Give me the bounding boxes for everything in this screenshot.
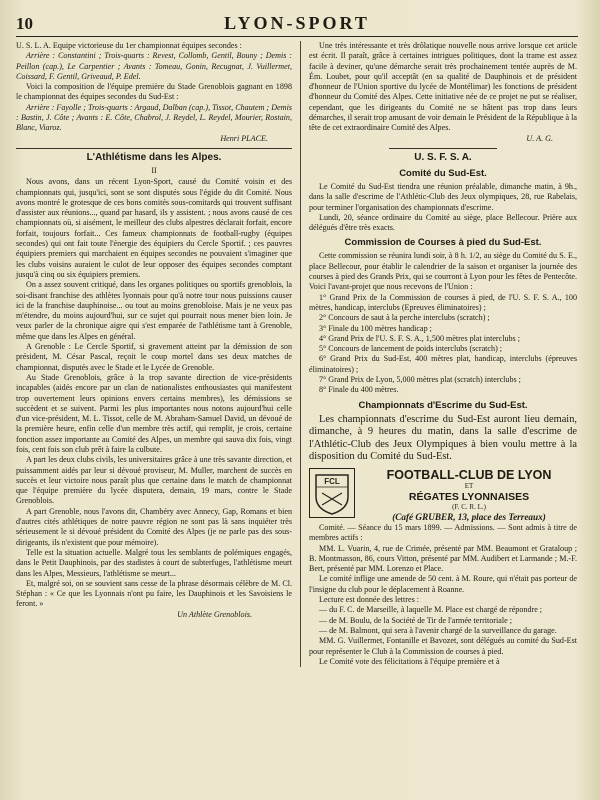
courses-item: 7° Grand Prix de Lyon, 5,000 mètres plat (scratch) interclubs ;	[319, 375, 521, 385]
courses-item: 2° Concours de saut à la perche interclubs (scratch) ;	[319, 313, 490, 323]
alps-paragraph: A Grenoble : Le Cercle Sportif, si gravement atteint par la démission de son président, M. César Pascal, reçoit le coup mortel dans ses deux matches de championnat, disputés avec le Stade et le Lycée de Grenoble.	[16, 342, 292, 372]
signature-uag: U. A. G.	[526, 133, 553, 143]
stade-team: Arrière : Fayolle ; Trois-quarts : Argaud, Dalban (cap.), Tissot, Chautem ; Demis : Bastin, J. Côte ; Avants : E. Côte, Chabrol, J. Reydel, L. Reydel, Mourier, Rostain, Blanc, Viaroz.	[16, 102, 292, 133]
fcl-paragraph: MM. L. Vuarin, 4, rue de Crimée, présenté par MM. Beaumont et Grataloup ; B. Montmasson, 86, cours Vitton, présenté par MM. Audibert et Larmande ; M.-F. Bert, présenté par MM. Lorenzo et Place.	[309, 543, 577, 574]
fcl-subtitle: RÉGATES LYONNAISES	[408, 490, 530, 503]
divider	[16, 148, 292, 149]
divider	[389, 148, 497, 149]
section-title-courses-a-pied: Commission de Courses à pied du Sud-Est.	[344, 237, 542, 249]
fcl-block	[309, 468, 577, 523]
fcl-paragraph: Le Comité vote des félicitations à l'équipe première et à	[319, 656, 500, 666]
cse-paragraph: Le Comité du Sud-Est tiendra une réunion préalable, dimanche matin, à 9h., dans la salle d'escrime de l'Athlétic-Club des Jeux olympiques, 28, rue Rabelais, pour terminer l'organisation des championnats d'escrime.	[309, 181, 577, 212]
fcl-paragraph: Le comité inflige une amende de 50 cent. à M. Roure, qui n'était pas porteur de l'insigne du club pour le déplacement à Roanne.	[309, 574, 577, 594]
fcl-paragraph: — du F. C. de Marseille, à laquelle M. Place est chargé de répondre ;	[319, 605, 543, 615]
intro-paragraph: Une très intéressante et très drôlatique nouvelle nous arrive lorsque cet article est écrit. Il paraît, grâce à certaines intrigues politiques, dont la trame est assez facile à deviner, qu'une démarche serait très prochainement tentée auprès de M. Ém. Loubet, pour qu'il acceptât (en sa qualité de Dauphinois et de président d'honneur de l'Union sportive du lycée de Montélimar) les fonctions de président d'honneur du Comité des Alpes. Cette initiative née de ce projet ne put se réaliser, cependant, que les dirigeants du Comité ne se hâtent pas trop dans leurs démarches, il serait trop amusant de voir demain le Président de la République à la tête de cet extraordinaire Comité des Alpes.	[309, 41, 577, 133]
right-column	[300, 41, 577, 667]
usla-team: Arrière : Constantini ; Trois-quarts : Revest, Collomb, Gentil, Bouny ; Demis : Peillon (cap.), Le Carpentier ; Avants : Tomeau, Gonin, Recugnat, J. Vuillermet, Coissard, F. Gentil, Griveaud, P. Edel.	[16, 51, 292, 81]
fcl-masthead	[361, 468, 577, 523]
alps-paragraph: Nous avons, dans un récent Lyon-Sport, causé du Comité voisin et des championnats qui, jusqu'ici, sont se sont disputés sous l'égide du dit Comité. Nous avons montré le grotesque de ces bons comités sous-comitards qui trouvent suffisant d'assister aux réunions..., quand par hasard, ils y assistent. ; nous avons causé de ces championnats où, si aisément, le meilleur des clubs alpestres déclarait forfait, encore forfait, toujours forfait... Ces fameux championnats de football-rugby (équipes secondes) qui ont fait toute l'énergie des équipiers du Cercle Sportif. ; ces pauvres équipiers premiers qui marchaient en équipes secondes ne pouvaient s'imaginer que les clubs voisins auraient le culot de leur opposer des équipes secondes comptant jusqu'à cinq ou six équipiers premiers.	[16, 177, 292, 279]
usla-heading-paragraph: U. S. L. A. Equipe victorieuse du 1er championnat équipes secondes :	[16, 41, 242, 50]
alps-paragraph: A part Grenoble, nous l'avons dit, Chambéry avec Annecy, Gap, Romans et bien d'autres cités athlétiques de notre pauvre région ne sont pas là sans inquiéter très sérieusement le si dévoué président du Comité des Alpes (je ne parle pas des sous-dirigeants, ils n'existent que pour mémoire).	[16, 506, 292, 547]
alps-paragraph: On a assez souvent critiqué, dans les organes politiques ou sportifs grenoblois, la soi-disant franchise des athlètes lyonnais pour qu'à notre tour nous puissions causer ici de la franchise dauphinoise... ou tout au moins grenobloise. Mais je ne veux pas m'étendre, du moins aujourd'hui, sur ce sujet qui pourrait nous mener bien loin. Je veux parler de la chronique aigre qui s'est emparée de l'athlétisme tant à Grenoble, même que dans les Alpes en général.	[16, 280, 292, 341]
article-title-athletisme-alpes: L'Athlétisme dans les Alpes.	[86, 151, 222, 163]
alps-paragraph: Et, malgré soi, on se souvient sans cesse de la phrase désormais célèbre de M. Cl. Stéphan : « Ce que les Lyonnais n'ont pu faire, les Dauphinois et les Savoisiens le feront. »	[16, 578, 292, 609]
section-title-comite-sud-est: Comité du Sud-Est.	[399, 167, 487, 179]
fcl-paragraph: — de M. Boulu, de la Société de Tir de l'armée territoriale ;	[319, 615, 512, 625]
cse-paragraph: Lundi, 20, séance ordinaire du Comité au siège, place Bellecour. Prière aux délégués d'être très exacts.	[309, 212, 577, 233]
courses-item: 8° Finale du 400 mètres.	[319, 385, 399, 395]
signature-athlete-grenoblois: Un Athlète Grenoblois.	[177, 609, 252, 619]
signature-henri-place: Henri PLACE.	[220, 133, 268, 143]
fcl-paragraph: — de M. Balmont, qui sera à l'avenir chargé de la surveillance du garage.	[319, 625, 557, 635]
left-column	[16, 41, 300, 667]
courses-item: 1° Grand Prix de la Commission de courses à pied, de l'U. S. F. S. A., 100 mètres, handicap, interclubs (Epreuves éliminatoires) ;	[309, 292, 577, 312]
fcl-abbreviation: (F. C. R. L.)	[452, 502, 486, 511]
fcl-paragraph: MM. G. Vuillermet, Fontanille et Bavozet, sont délégués au comité du Sud-Est pour représenter le Club à la Commission de courses à pied.	[309, 636, 577, 656]
page-number: 10	[16, 14, 33, 33]
stade-intro: Voici la composition de l'équipe première du Stade Grenoblois gagnant en 1898 le championnat des équipes secondes du Sud-Est :	[16, 82, 292, 102]
article-part-number: II	[151, 165, 157, 175]
fcl-logo-icon	[309, 468, 355, 518]
courses-paragraph: Cette commission se réunira lundi soir, à 8 h. 1/2, au siège du Comité du S. E., place Bellecour, pour établir le calendrier de la saison et organiser la journée des courses à pied des Grands Prix, qui se courront à Lyon pour les fêtes de Pentecôte. Voici l'avant-projet que nous recevons de l'Union :	[309, 251, 577, 292]
courses-item: 3° Finale du 100 mètres handicap ;	[319, 323, 432, 333]
fcl-address: (Café GRUBER, 13, place des Terreaux)	[392, 511, 546, 522]
alps-paragraph: Au Stade Grenoblois, grâce à la trop savante direction de vice-présidents incapables (aidés encore par un clan de nationalistes enthousiastes qui manifestent trop ouvertement leurs opinions envers certains membres), les démissions se succèdent et se suivent. Parmi les plus importantes nous notons aujourd'hui celle d'un vice-président, M. L. Tissot, celle de M. Abraham-Samuel David, un dévoué de la première heure, enfin celle d'un membre très actif, qui remplit, je crois, certaine fonction assez importante au Comité des Alpes, un membre qui sauva dix fois, vingt fois, cent fois son club prêt à faire la culbute.	[16, 372, 292, 454]
fcl-paragraph: Lecture est donnée des lettres :	[319, 595, 420, 605]
section-title-escrime: Championnats d'Escrime du Sud-Est.	[358, 399, 528, 411]
section-title-usfsa: U. S. F. S. A.	[414, 151, 472, 163]
fcl-paragraph: Comité. — Séance du 15 mars 1899. — Admissions. — Sont admis à titre de membres actifs :	[309, 522, 577, 543]
fcl-and: ET	[464, 481, 474, 490]
fcl-logo-text: FCL	[324, 476, 340, 486]
courses-item: 5° Concours de lancement de poids interclubs (scratch) ;	[319, 344, 503, 354]
escrime-paragraph: Les championnats d'escrime du Sud-Est auront lieu demain, dimanche, à 9 heures du matin, dans la salle d'escrime de l'Athlétic-Club des Jeux Olympiques à bien voulu mettre à la disposition du Comité du Sud-Est.	[309, 413, 577, 463]
courses-item: 6° Grand Prix du Sud-Est, 400 mètres plat, handicap, interclubs (épreuves éliminatoires) ;	[309, 354, 577, 374]
alps-paragraph: Telle est la situation actuelle. Malgré tous les semblants de polémiques engagés, dans le Petit Dauphinois, par des stadistes à court de subterfuges, l'athlétisme meurt dans les Alpes, Messieurs, l'athlétisme se meurt...	[16, 547, 292, 578]
alps-paragraph: A part les deux clubs civils, les universitaires grâce à une très savante direction, et puissamment aidés par leur si dévoué proviseur, M. Muller, marchent de succès en succès et leur victoire nous paraît plus que certaine dans le match de championnat que l'équipe première du lycée disputera, demain, 19 mars, contre le Stade Grenoblois.	[16, 455, 292, 506]
fcl-title: FOOTBALL-CLUB DE LYON	[386, 467, 552, 482]
newspaper-title: LYON-SPORT	[224, 13, 370, 33]
columns	[16, 41, 578, 667]
courses-item: 4° Grand Prix de l'U. S. F. S. A., 1,500 mètres plat interclubs ;	[319, 333, 520, 343]
page-header	[16, 14, 578, 37]
